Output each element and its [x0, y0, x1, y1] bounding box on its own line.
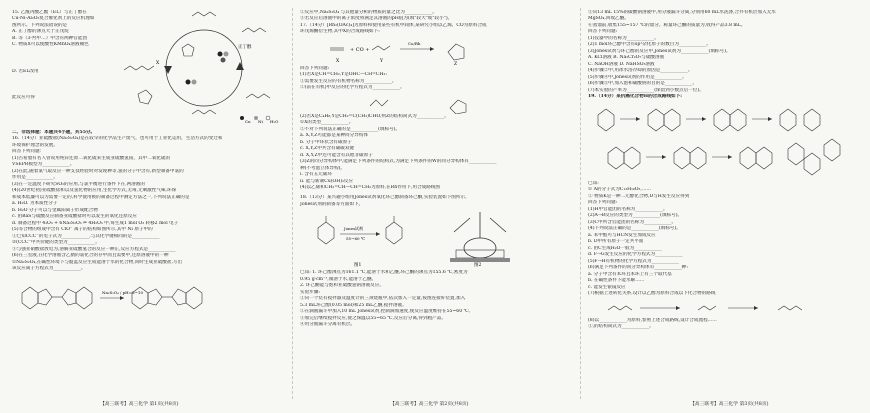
page-column-3: [588, 10, 868, 395]
target-route-sketch: [588, 298, 858, 318]
q17-option: d. X,Y,Z中还可能含有其他非碳原子: [300, 152, 373, 158]
page-column-1: [12, 10, 292, 395]
structure-sketch: [300, 92, 530, 114]
q16-option: c. 由BaS与硫酸反应制备亚硫酸盐时可以发生的氧化还原反应: [12, 214, 138, 220]
q16-option: d. 制备过程中 4₂O₃ + 6Na₂S₂O₃ ⇌ 4H₂O₃ 中,每生成1 mol O₃ 转移2 mol 电子: [12, 220, 179, 226]
q18-line: (2)1 mol环己醇中含有sp³杂化原子的数目为____________。: [588, 42, 712, 48]
q15-line: Cu-Ni-Al₂O₃复合催化剂上的反应机理如: [12, 16, 95, 22]
fig-label: H₂O: [270, 119, 279, 124]
q15-option: D. 若EL改用: [12, 68, 39, 74]
indigo-reduction-scheme: [12, 273, 212, 323]
q18-line: ③加完后继续搅拌反应,使之保温以55~65 ℃,反应后分离,得到粗产品。: [300, 315, 446, 321]
q18-line: (5)步骤④中,Jones试剂的作用是____________。: [588, 74, 687, 80]
q17-line: i. 含有五元碳环: [300, 172, 332, 178]
q19-line: ① A的分子式为C₁₃H₁₀O₃,……: [588, 187, 652, 193]
fig-label: Ni: [258, 119, 263, 124]
synthesis-route-diagram: [300, 36, 530, 66]
q17-option: b. 分子中环状含有碳原子: [300, 139, 352, 145]
temperature-label: 55~60 ℃: [346, 236, 366, 242]
q19-line: (5)F→H有机物的化学方程式为____________: [588, 258, 680, 264]
q19-line: 回答下列问题:: [588, 200, 618, 206]
q16-line: (1)古希腊有名人曾说用纯锌还原二氧化硫来生成亚硫酸氢铵，其中二氧化硫的: [12, 155, 171, 161]
column-divider: [580, 8, 581, 399]
q16-line: ①Na₂S₂O₄,在碱性环境下与靛蓝反应生成能溶于水的化合物,同时生成亚硫酸盐,写出: [12, 259, 183, 265]
q19-line: 已知:: [588, 180, 599, 186]
q17-option: a. X,Y,Z可能都是某种同分异构体: [300, 133, 369, 139]
question-15: [12, 10, 292, 128]
column-divider: [292, 8, 293, 399]
q18-line: (6)步骤⑤中,加入饱和碳酸钠的目的是____________。: [588, 81, 698, 87]
q18-line: (7)本实验的产率为____________(保留到小数点后一位)。: [588, 87, 704, 93]
q19-line: ①,的结构简式为____________。: [588, 323, 654, 329]
q15-line: 15. 乙酰丙酸乙酯（EL）与正丁醇在: [12, 10, 87, 15]
q18-line: Jones试剂的制备等方面如下。: [300, 201, 364, 207]
q18-line: ①向一个装有搅拌器及温度计的三颈烧瓶中,依次加入一定量,按图连接好装置,加入: [300, 296, 466, 302]
question-16: [12, 136, 292, 272]
q17-line: 回答下列问题:: [300, 65, 330, 71]
apparatus-diagram: [300, 208, 560, 270]
q19-option: d. F→G发生反应的化学方程式为____________: [588, 252, 683, 258]
fig-label: Cu: [245, 119, 251, 124]
q16-line: (2)在此,随着氯气取反应一种支技经验时对发现种等,氢的分子中含有,新型制备中氯的: [12, 168, 184, 174]
q18-line: (1)仪器甲的名称为____________。: [588, 35, 659, 41]
q18-line: 已知: 1. 环己醇沸点为161.1 ℃,能溶于水和乙醚,环己酮的沸点为155.6 ℃,密度为: [300, 270, 468, 276]
q17-line: (3)Z的同分异构体中,能满足下列条件的结构式,为满足下列条件的W的同分异构体有____________: [300, 159, 497, 165]
q18-line: 5.3 mL环己醇(0.05 mol)和25 mL乙醚,搅拌溶液。: [300, 302, 407, 308]
q16-line: 回答下列问题：: [12, 149, 45, 155]
q17-line: ②不对下列说法正确的是____________(填标号)。: [300, 126, 401, 132]
q19-line: (4)下列说法正确的是____________(填标号)。: [588, 226, 681, 232]
q16-line: (6)在三室液,在化学溶液含乙腈的氯化合的存中而且需要中,还原溶液中的一种: [12, 253, 169, 259]
compound-label: X: [336, 58, 340, 64]
synthesis-route-diagram: [588, 101, 858, 181]
q19-option: b. 在碱性条件下能水解……: [588, 278, 645, 284]
q19-line: (8)以____________为原料,参照上述合成路线,设计合成流程……: [588, 317, 717, 323]
q16-line: 和成本低廉可以为需要一定的,科学使用被的制备过程中测定方法之一,下列说法正确的是: [12, 194, 190, 200]
q17-line: 环戊烯酮衍生物,其中X的合成路线如下:: [300, 29, 380, 35]
q16-line: 16.（14分）亚硫酸盐(Na₂S₂O₄)是在较早的化学品生产废气，也可用于工业化运用，生活方式的变迁和: [12, 136, 223, 142]
q18-option: A. KCl溶液 B. Na₂Cr₂O₇与硫酸溶液: [588, 55, 665, 61]
q18-line: MgSO₄,回收乙醚。: [588, 16, 629, 22]
q19-line: (6)满足下列条件的同分异构体有____________种:: [588, 265, 688, 271]
q16-line: VSEPR模型为____________。: [12, 162, 75, 168]
q18-line: ②在滴液漏斗中加入10 mL Jones试剂,控制滴加速度,使反应温度维持在55~60 ℃,: [300, 309, 471, 315]
q16-line: (5)等合物的组成中含有 ClO⁻ 离子的结构如图所示,其中 Ni 原子中的: [12, 227, 153, 233]
q16-line: (3)在一定温度下研究SO₂的应用,与氯平衡进行条件下在,两溶液的: [12, 181, 146, 187]
reaction-mechanism-diagram: [122, 10, 282, 128]
q15-line: 此反应可得: [12, 94, 35, 100]
figure-caption: 图1: [354, 263, 362, 269]
q19-line: 19.（14分）某抗癌化合物H的合成路线如下:: [588, 94, 682, 100]
q18-option: C. NaOH溶液 D. NaHSO₃溶液: [588, 61, 655, 67]
compound-label: Y: [380, 58, 383, 64]
reagent-label: Na₂S₂O₄ / pH=8~10: [102, 289, 143, 295]
q16-option: b. H₂O 分子可以与金属阳离子形成配合物: [12, 207, 98, 213]
q19-line: (7)根据上述转化关系,设计以乙醇为原料合成以下化合物的路线: [588, 291, 716, 297]
q18-line: ⑤向13 mL 15%的碳酸钠溶液中,用分液漏斗分离,分别用60 mL水洗涤,合并有机层加入无水: [588, 10, 776, 15]
q19-option: c. 由C生成H₂O一般为____________: [588, 245, 662, 251]
q16-line: 该反应离子方程式为____________。: [12, 266, 86, 272]
q19-line: (3)C中所含官能团的名称为____________。: [588, 219, 677, 225]
q18-line: 回答下列问题:: [588, 29, 618, 35]
q15-option: B. 等（3-羟甲…）中含有两种官能团: [12, 35, 88, 41]
q15-option: A. 正丁醇的沸点大于正戊烷: [12, 29, 69, 35]
q16-cont-line: ③若反应后溶液中的离子浓度将满足其溶液的pH值为(填"较大"或"较小")。: [300, 16, 453, 22]
q19-line: ② 物质K是一种二元醇化合物,D与H发生反应得到: [588, 193, 690, 199]
q16-line: ③与强亚硝酸盐放电为,溶解亚硫酸氢合的反应一种正,反应方程式是____________: [12, 246, 176, 252]
q17-line: 17.（14分）[Rh₂(OAc)₄]为原料和使用某些有机中间体,某研究小组以乙烯、CO为原料合成: [300, 22, 487, 28]
q16-cont-line: ②反应中,Na₂S₂O₄ 与其他量分析的物质的量之比为____________。: [300, 10, 437, 15]
q17-line: ②(前在有机)中反应的化学方程式为____________。: [300, 85, 405, 91]
q18-line: 2. 环己酮能与饱和亚硫酸氢钠溶液反应。: [300, 283, 384, 289]
q19-option: b. D中所有原子一定共平面: [588, 239, 644, 245]
q16-line: ②(CCC⁻中共价键的类型为____________。: [12, 240, 100, 246]
q15-option: C. 物质X可以使酸性KMnO₄溶液褪色: [12, 42, 89, 48]
q19-option: a. 苯甲醛可与HCN发生加成反应: [588, 232, 656, 238]
page-footer: 【高三联考】高三化学 第3页(共8页): [690, 402, 769, 407]
q19-option: a. 分子中含有苯环且苯环上有三个取代基: [588, 271, 672, 277]
reagent-label: Jones试剂: [344, 226, 364, 232]
q16-option: a. H₂O. 为本质性分子: [12, 201, 58, 207]
q18-line: 0.95 g·cm⁻³,微溶于水,能溶于乙醚。: [300, 276, 377, 282]
figure-caption: 图2: [474, 263, 482, 269]
q18-line: 实验步骤:: [300, 289, 320, 295]
q19-line: (1)H中官能团的名称为____________。: [588, 206, 668, 212]
page-footer: 【高三联考】高三化学 第1页(共8页): [100, 402, 179, 407]
svg-text:+ CO +: + CO +: [350, 46, 370, 53]
page-column-2: [300, 10, 580, 395]
q16-line: 环境保护理念的发展。: [12, 142, 58, 148]
q18-line: ⑥蒸馏前,收集155~157 ℃的馏分。称量环己酮的质量为,收得产品3.8 mL。: [588, 22, 746, 28]
q17-line: ①X的类型____________。: [300, 120, 354, 126]
q16-line: (4)(20世纪初)亚硫酸盐和以及氢化物的应用,生化学方式,无毒,无刺激性气味,环保: [12, 188, 177, 194]
q17-line: (2)若X是C₄H₈,Y是CH₂=C(CH₃)CHO,则Z的结构简式为____________。: [300, 113, 449, 119]
fig-label: X: [156, 61, 160, 66]
q17-line: (4)以乙烯和CH₂=CH—CH=CH₂为原料,在Rh作用下,用合成路线图: [300, 185, 440, 191]
q18-line: 18.（13分）某兴趣小组用Jones试剂氧化环己醇制备环己酮,实验装置如下图所示,: [300, 195, 467, 201]
q16-line: 作用是____________。: [12, 175, 58, 181]
q17-line: ii. 能与新制Cu(OH)₂反应: [300, 178, 354, 184]
q18-line: (4)步骤②中,用冰水浴冷却的原因是____________。: [588, 68, 693, 74]
catalyst-label: Co/Rh: [408, 40, 421, 46]
q19-line: (2)A→B反应的类型为____________(填标号)。: [588, 213, 683, 219]
fig-label: 正丁醇: [238, 45, 252, 50]
q17-line: ①需要发生反应的有机物名称为____________。: [300, 78, 397, 84]
q18-line: (3)Jones试剂与环己醇的反应中,Jones试剂为____________(填标号)。: [588, 48, 731, 54]
q17-line: (1)若X是CH=CH₂,Y是OHC—CH=CH₂:: [300, 72, 387, 78]
q17-line: 种(不考虑立体异构)。: [300, 165, 345, 171]
page-footer: 【高三联考】高三化学 第2页(共8页): [390, 402, 469, 407]
compound-label: Z: [454, 61, 458, 66]
q18-line: ④用分液漏斗分离有机层。: [300, 322, 356, 328]
q17-option: c. X,Y,Z中共含有碳碳双键: [300, 146, 355, 152]
q19-option: c. 能发生银镜反应: [588, 284, 626, 290]
q15-line: 图所示。下列说法错误的是: [12, 22, 68, 28]
q16-line: ①已知CCC⁻的电子式为____________,与其化学键相同的是____________: [12, 233, 160, 239]
section-heading: 二、非选择题：本题共4小题，共55分。: [12, 130, 96, 135]
